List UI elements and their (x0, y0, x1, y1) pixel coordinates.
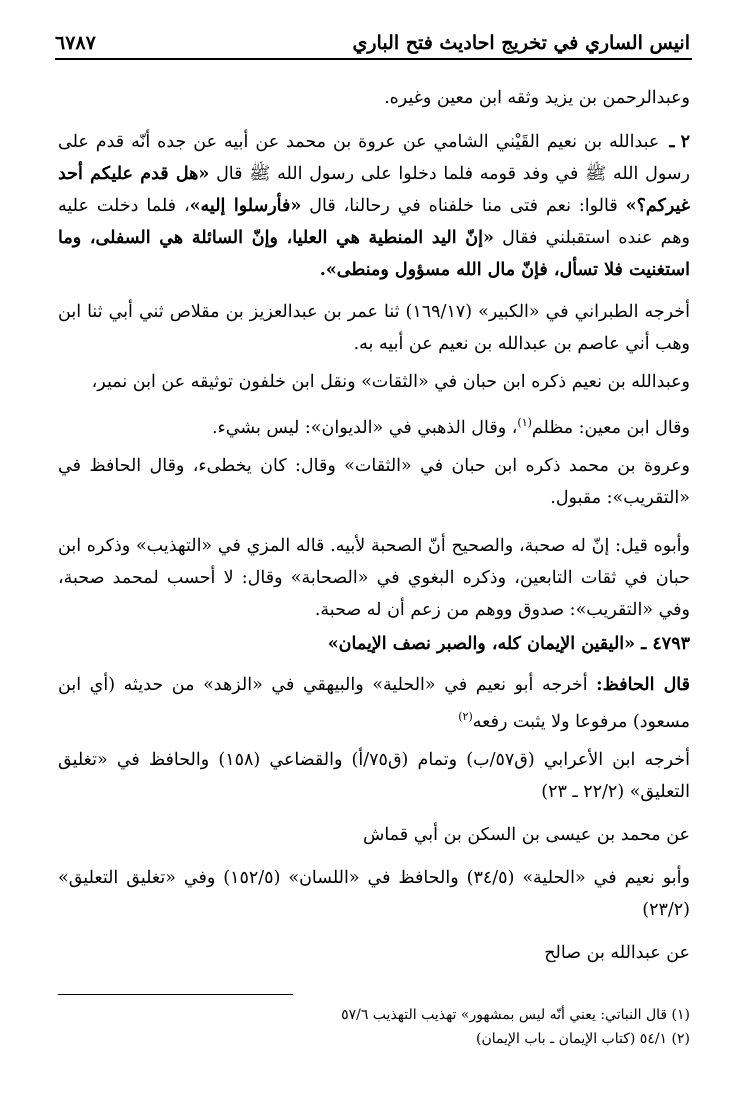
paragraph-text: أخرجه ابن الأعرابي (ق٥٧/ب) وتمام (ق٧٥/أ) والقضاعي (١٥٨) والحافظ في «تغليق التعليق» (٢٢/٢ ـ ٢٣) (58, 750, 690, 802)
section-heading: ٤٧٩٣ ـ «اليقين الإيمان كله، والصبر نصف الإيمان» (327, 634, 690, 654)
text-run: قالوا: نعم فتى منا خلفناه في رحالنا، قال (309, 196, 618, 216)
footnote-ref[interactable]: (١) (517, 416, 532, 429)
paragraph-5 (58, 407, 690, 444)
paragraph-text: أخرجه الطبراني في «الكبير» (١٦٩/١٧) ثنا عمر بن عبدالعزيز بن مقلاص ثني أبي ثنا ابن وهب أني عاصم بن عبدالله بن نعيم عن أبيه به. (58, 302, 690, 354)
paragraph-11 (58, 819, 690, 851)
paragraph-text: عن عبدالله بن صالح (544, 943, 690, 963)
paragraph-text (58, 126, 690, 286)
paragraph-13 (58, 937, 690, 969)
paragraph-text: عن محمد بن عيسى بن السكن بن أبي قماش (362, 825, 690, 845)
quote-bold: «هل قدم عليكم أحد غيركم؟» (58, 164, 690, 216)
paragraph-10 (58, 744, 690, 808)
hadith-2 (58, 126, 690, 286)
page-header (55, 28, 690, 58)
quote-bold: «فأرسلوا إليه» (189, 196, 302, 216)
paragraph-text (58, 669, 690, 738)
item-number: ٢ ـ (669, 132, 690, 152)
running-title: انيس الساري في تخريج احاديث فتح الباري (352, 32, 690, 54)
text-run: وقال ابن معين: مظلم (531, 417, 690, 438)
text-run: أخرجه أبو نعيم في «الحلية» والبيهقي في «الزهد» من حديثه (أي ابن مسعود) مرفوعا ولا يثبت رفعه (58, 675, 690, 732)
footnote-ref[interactable]: (٢) (458, 710, 473, 723)
paragraph-12 (58, 862, 690, 926)
paragraph-text (58, 407, 690, 444)
text-run: ، فلما دخلت عليه وهم عنده استقبلني فقال (58, 196, 690, 248)
paragraph-3 (58, 296, 690, 360)
text-run: ، وقال الذهبي في «الديوان»: ليس بشيء. (211, 417, 518, 438)
paragraph-7 (58, 530, 690, 626)
paragraph-1 (58, 82, 690, 114)
paragraph-4 (58, 366, 690, 398)
paragraph-9 (58, 669, 690, 738)
footnote-1: (١) قال النباتي: يعني أنّه ليس بمشهور» تهذيب التهذيب ٥٧/٦ (341, 1007, 690, 1023)
paragraph-text: وأبو نعيم في «الحلية» (٣٤/٥) والحافظ في «اللسان» (١٥٢/٥) وفي «تغليق التعليق» (٢٣/٢) (58, 868, 690, 920)
quote-bold: «إنّ اليد المنطية هي العليا، وإنّ السائلة هي السفلى، وما استغنيت فلا تسأل، فإنّ مال الله مسؤول ومنطى». (58, 228, 690, 280)
label-bold: قال الحافظ: (596, 675, 690, 695)
text-run: عبدالله بن نعيم القَيْني الشامي عن عروة بن محمد عن أبيه عن جده أنّه قدم على رسول الله ﷺ في وفد قومه فلما دخلوا على رسول الله ﷺ قال (58, 132, 690, 184)
paragraph-text: وعبدالله بن نعيم ذكره ابن حبان في «الثقات» ونقل ابن خلفون توثيقه عن ابن نمير، (91, 372, 690, 392)
footnote-rule (58, 994, 293, 995)
footnote-2: (٢) ٥٤/١ (كتاب الإيمان ـ باب الإيمان) (476, 1031, 690, 1047)
paragraph-text: وأبوه قيل: إنّ له صحبة، والصحيح أنّ الصحبة لأبيه. قاله المزي في «التهذيب» وذكره ابن حبان في ثقات التابعين، وذكره البغوي في «الصحابة» وقال: لا أحسب لمحمد صحبة، وفي «التقريب»: صدوق ووهم من زعم أن له صحبة. (58, 536, 690, 620)
paragraph-6 (58, 450, 690, 514)
page-number: ٦٧٨٧ (55, 32, 96, 54)
paragraph-text: وعبدالرحمن بن يزيد وثقه ابن معين وغيره. (384, 88, 690, 108)
header-rule (55, 58, 692, 60)
paragraph-text: وعروة بن محمد ذكره ابن حبان في «الثقات» وقال: كان يخطىء، وقال الحافظ في «التقريب»: مقبول. (58, 456, 690, 508)
hadith-4793-heading (58, 628, 690, 660)
